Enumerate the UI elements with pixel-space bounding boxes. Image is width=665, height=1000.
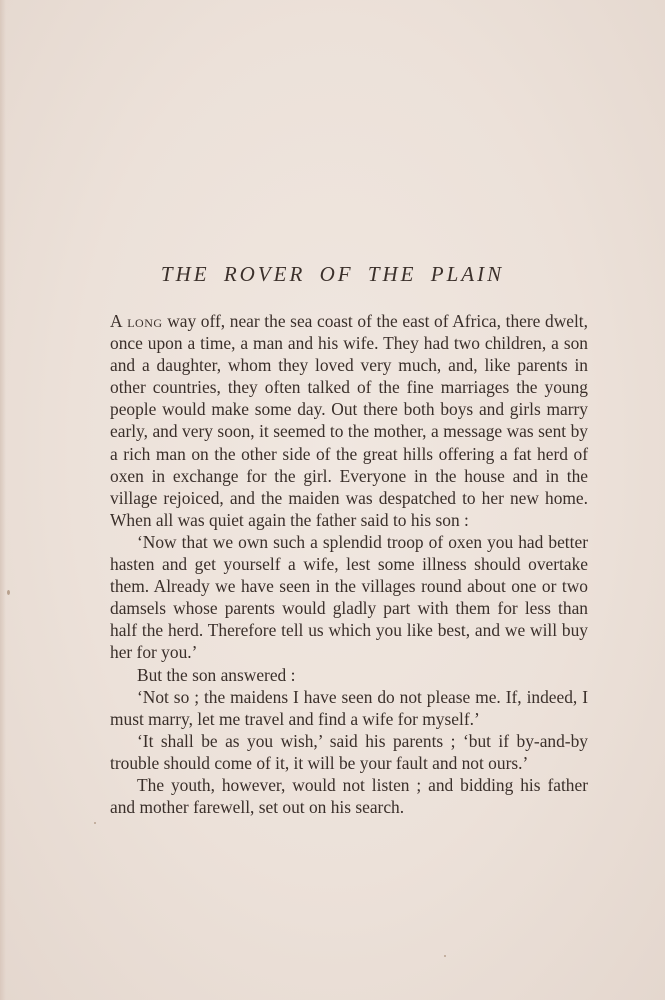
paper-speck [7, 590, 10, 595]
paragraph-5: ‘It shall be as you wish,’ said his parents ; ‘but if by-and-by trouble should come of it, it will be your fault and not ours.’ [110, 730, 588, 773]
paragraph-1 [110, 310, 588, 531]
body-text [110, 310, 588, 818]
chapter-title: THE ROVER OF THE PLAIN [160, 262, 505, 286]
paragraph-6: The youth, however, would not listen ; and bidding his father and mother farewell, set out on his search. [110, 774, 588, 818]
paper-speck [444, 955, 446, 957]
opening-small-caps: A long [110, 311, 163, 331]
paragraph-1-text: way off, near the sea coast of the east of Africa, there dwelt, once upon a time, a man and his wife. They had two children, a son and a daughter, whom they loved very much, and, like parents in other countries, they often talked of the fine marriages the young people would make some day. Out there both boys and girls marry early, and very soon, it seemed to the mother, a message was sent by a rich man on the other side of the great hills offering a fat herd of oxen in exchange for the girl. Everyone in the house and in the village rejoiced, and the maiden was despatched to her new home. When all was quiet again the father said to his son : [110, 311, 588, 530]
paragraph-2: ‘Now that we own such a splendid troop of oxen you had better hasten and get yourself a wife, lest some illness should overtake them. Already we have seen in the villages round about one or two damsels whose parents would gladly part with them for less than half the herd. Therefore tell us which you like best, and we will buy her for you.’ [110, 531, 588, 663]
paragraph-3: But the son answered : [137, 664, 296, 685]
paragraph-4: ‘Not so ; the maidens I have seen do not please me. If, indeed, I must marry, let me travel and find a wife for myself.’ [110, 686, 588, 729]
page-edge-shadow [0, 0, 6, 1000]
paper-speck [94, 822, 96, 824]
